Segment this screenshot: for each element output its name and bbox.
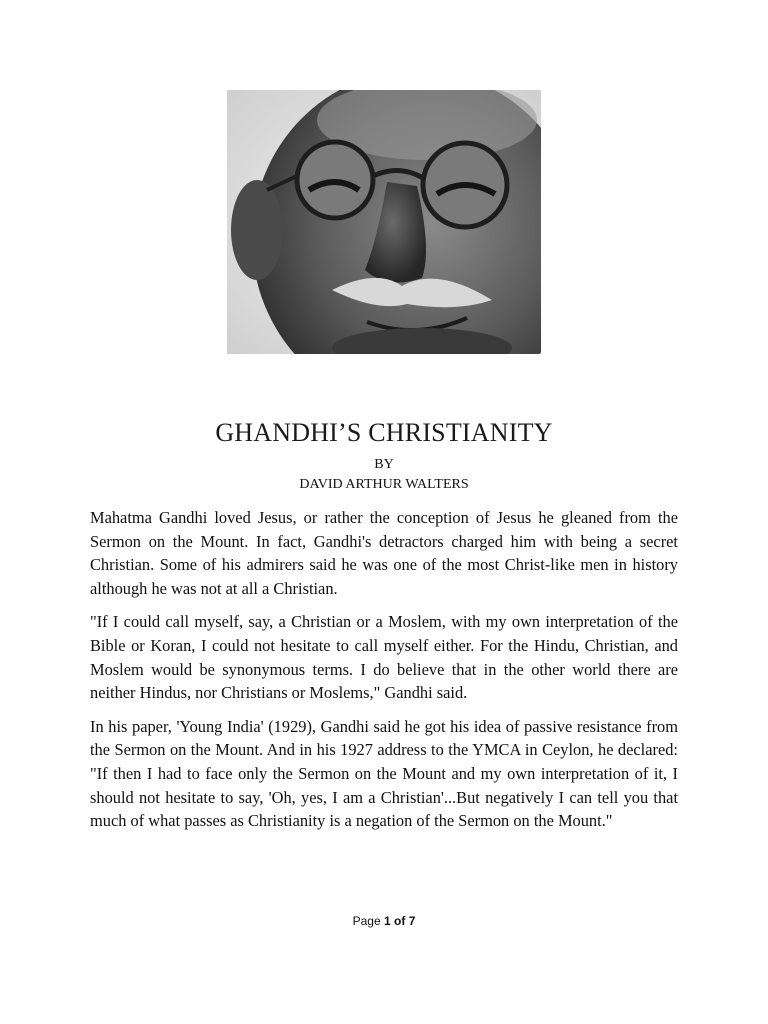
page-label: Page bbox=[352, 914, 381, 928]
byline bbox=[0, 455, 768, 495]
portrait-photo bbox=[227, 90, 541, 354]
author-name: DAVID ARTHUR WALTERS bbox=[299, 477, 469, 492]
paragraph: "If I could call myself, say, a Christian or a Moslem, with my own interpretation of the Bible or Koran, I could not hesitate to call myself either. For the Hindu, Christian, and Moslem would be synonymous terms. I do believe that in the other world there are neither Hindus, nor Christians or Moslems," Gandhi said. bbox=[90, 612, 678, 703]
current-page-number: 1 bbox=[383, 914, 391, 928]
total-pages-number: 7 bbox=[408, 914, 416, 928]
document-body bbox=[90, 506, 678, 843]
document-title: GHANDHI’S CHRISTIANITY bbox=[215, 418, 553, 447]
page-footer bbox=[0, 914, 768, 928]
portrait-photo-icon bbox=[227, 90, 541, 354]
of-label: of bbox=[394, 914, 406, 928]
by-label: BY bbox=[374, 457, 394, 472]
paragraph: Mahatma Gandhi loved Jesus, or rather the conception of Jesus he gleaned from the Sermon on the Mount. In fact, Gandhi's detractors charged him with being a secret Christian. Some of his admirers said he was one of the most Christ-like men in history although he was not at all a Christian. bbox=[90, 508, 678, 598]
paragraph: In his paper, 'Young India' (1929), Gandhi said he got his idea of passive resistance from the Sermon on the Mount. And in his 1927 address to the YMCA in Ceylon, he declared: "If then I had to face only the Sermon on the Mount and my own interpretation of it, I should not hesitate to say, 'Oh, yes, I am a Christian'...But negatively I can tell you that much of what passes as Christianity is a negation of the Sermon on the Mount." bbox=[90, 716, 678, 831]
